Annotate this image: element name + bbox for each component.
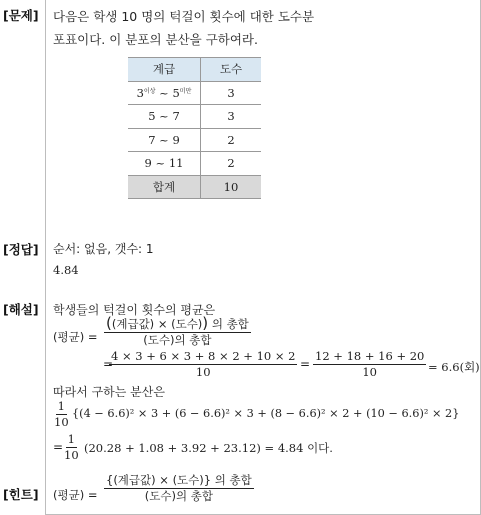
solution-intro: 학생들의 턱걸이 횟수의 평균은: [53, 303, 216, 317]
calc-eq-2: =: [300, 357, 311, 371]
label-hint: [힌트]: [3, 487, 39, 502]
table-row: [128, 81, 261, 105]
calc-fraction-2-denominator: 10: [362, 365, 377, 379]
variance-fraction-denominator: 10: [54, 415, 69, 429]
variance-fraction-2-numerator: 1: [67, 432, 75, 446]
class-cell: $3^{이상}$ ~ $5^{미만}$: [128, 81, 201, 105]
mean-prefix: (평균) =: [53, 330, 98, 344]
problem-line-2: 포표이다. 이 분포의 분산을 구하여라.: [53, 32, 258, 47]
total-label: 합계: [128, 175, 201, 199]
mean-fraction: [104, 316, 251, 348]
frequency-table: [128, 57, 261, 199]
class-cell: 9 ~ 11: [128, 152, 201, 176]
variance-eq: =: [53, 440, 64, 454]
table-header-row: [128, 58, 261, 82]
label-answer: [정답]: [3, 242, 39, 257]
answer-line: 순서: 없음, 갯수: 1: [53, 242, 154, 256]
hint-prefix: (평균) =: [53, 488, 98, 502]
variance-fraction-numerator: 1: [57, 399, 65, 413]
total-value: 10: [201, 175, 262, 199]
hint-fraction: [104, 473, 254, 504]
variance-fraction-2: [62, 432, 81, 463]
mean-fraction-denominator: (도수)의 총합: [143, 333, 212, 347]
freq-cell: 3: [201, 105, 262, 129]
calc-fraction-1: [109, 349, 297, 380]
table-row: [128, 128, 261, 152]
calc-fraction-2: [313, 349, 426, 380]
calc-fraction-1-denominator: 10: [195, 365, 211, 379]
hint-fraction-denominator: (도수)의 총합: [144, 489, 213, 503]
calc-result: = 6.6(회): [428, 360, 480, 374]
class-cell: 7 ~ 9: [128, 128, 201, 152]
label-problem: [문제]: [3, 8, 39, 23]
class-cell: 5 ~ 7: [128, 105, 201, 129]
table-row: [128, 152, 261, 176]
variance-fraction-2-denominator: 10: [64, 448, 79, 462]
variance-result: (20.28 + 1.08 + 3.92 + 23.12) = 4.84 이다.: [84, 441, 333, 455]
header-frequency: 도수: [201, 58, 262, 82]
content-frame: [45, 0, 481, 515]
calc-fraction-2-numerator: 12 + 18 + 16 + 20: [315, 349, 425, 363]
table-total-row: [128, 175, 261, 199]
calc-eq-1: =: [103, 357, 114, 371]
answer-value: 4.84: [53, 263, 79, 277]
variance-fraction: [52, 399, 71, 430]
freq-cell: 3: [201, 81, 262, 105]
freq-cell: 2: [201, 152, 262, 176]
freq-cell: 2: [201, 128, 262, 152]
calc-fraction-1-numerator: 4 × 3 + 6 × 3 + 8 × 2 + 10 × 2: [111, 349, 296, 363]
variance-intro: 따라서 구하는 분산은: [53, 385, 165, 399]
header-class: 계급: [128, 58, 201, 82]
mean-fraction-numerator: ((계급값) × (도수)) 의 총합: [106, 314, 249, 332]
label-solution: [해설]: [3, 302, 39, 317]
variance-expression: {(4 − 6.6)² × 3 + (6 − 6.6)² × 3 + (8 − 6.6)² × 2 + (10 − 6.6)² × 2}: [72, 407, 460, 420]
table-row: [128, 105, 261, 129]
hint-fraction-numerator: {(계급값) × (도수)} 의 총합: [106, 473, 252, 487]
problem-line-1: 다음은 학생 10 명의 턱걸이 횟수에 대한 도수분: [53, 9, 315, 24]
